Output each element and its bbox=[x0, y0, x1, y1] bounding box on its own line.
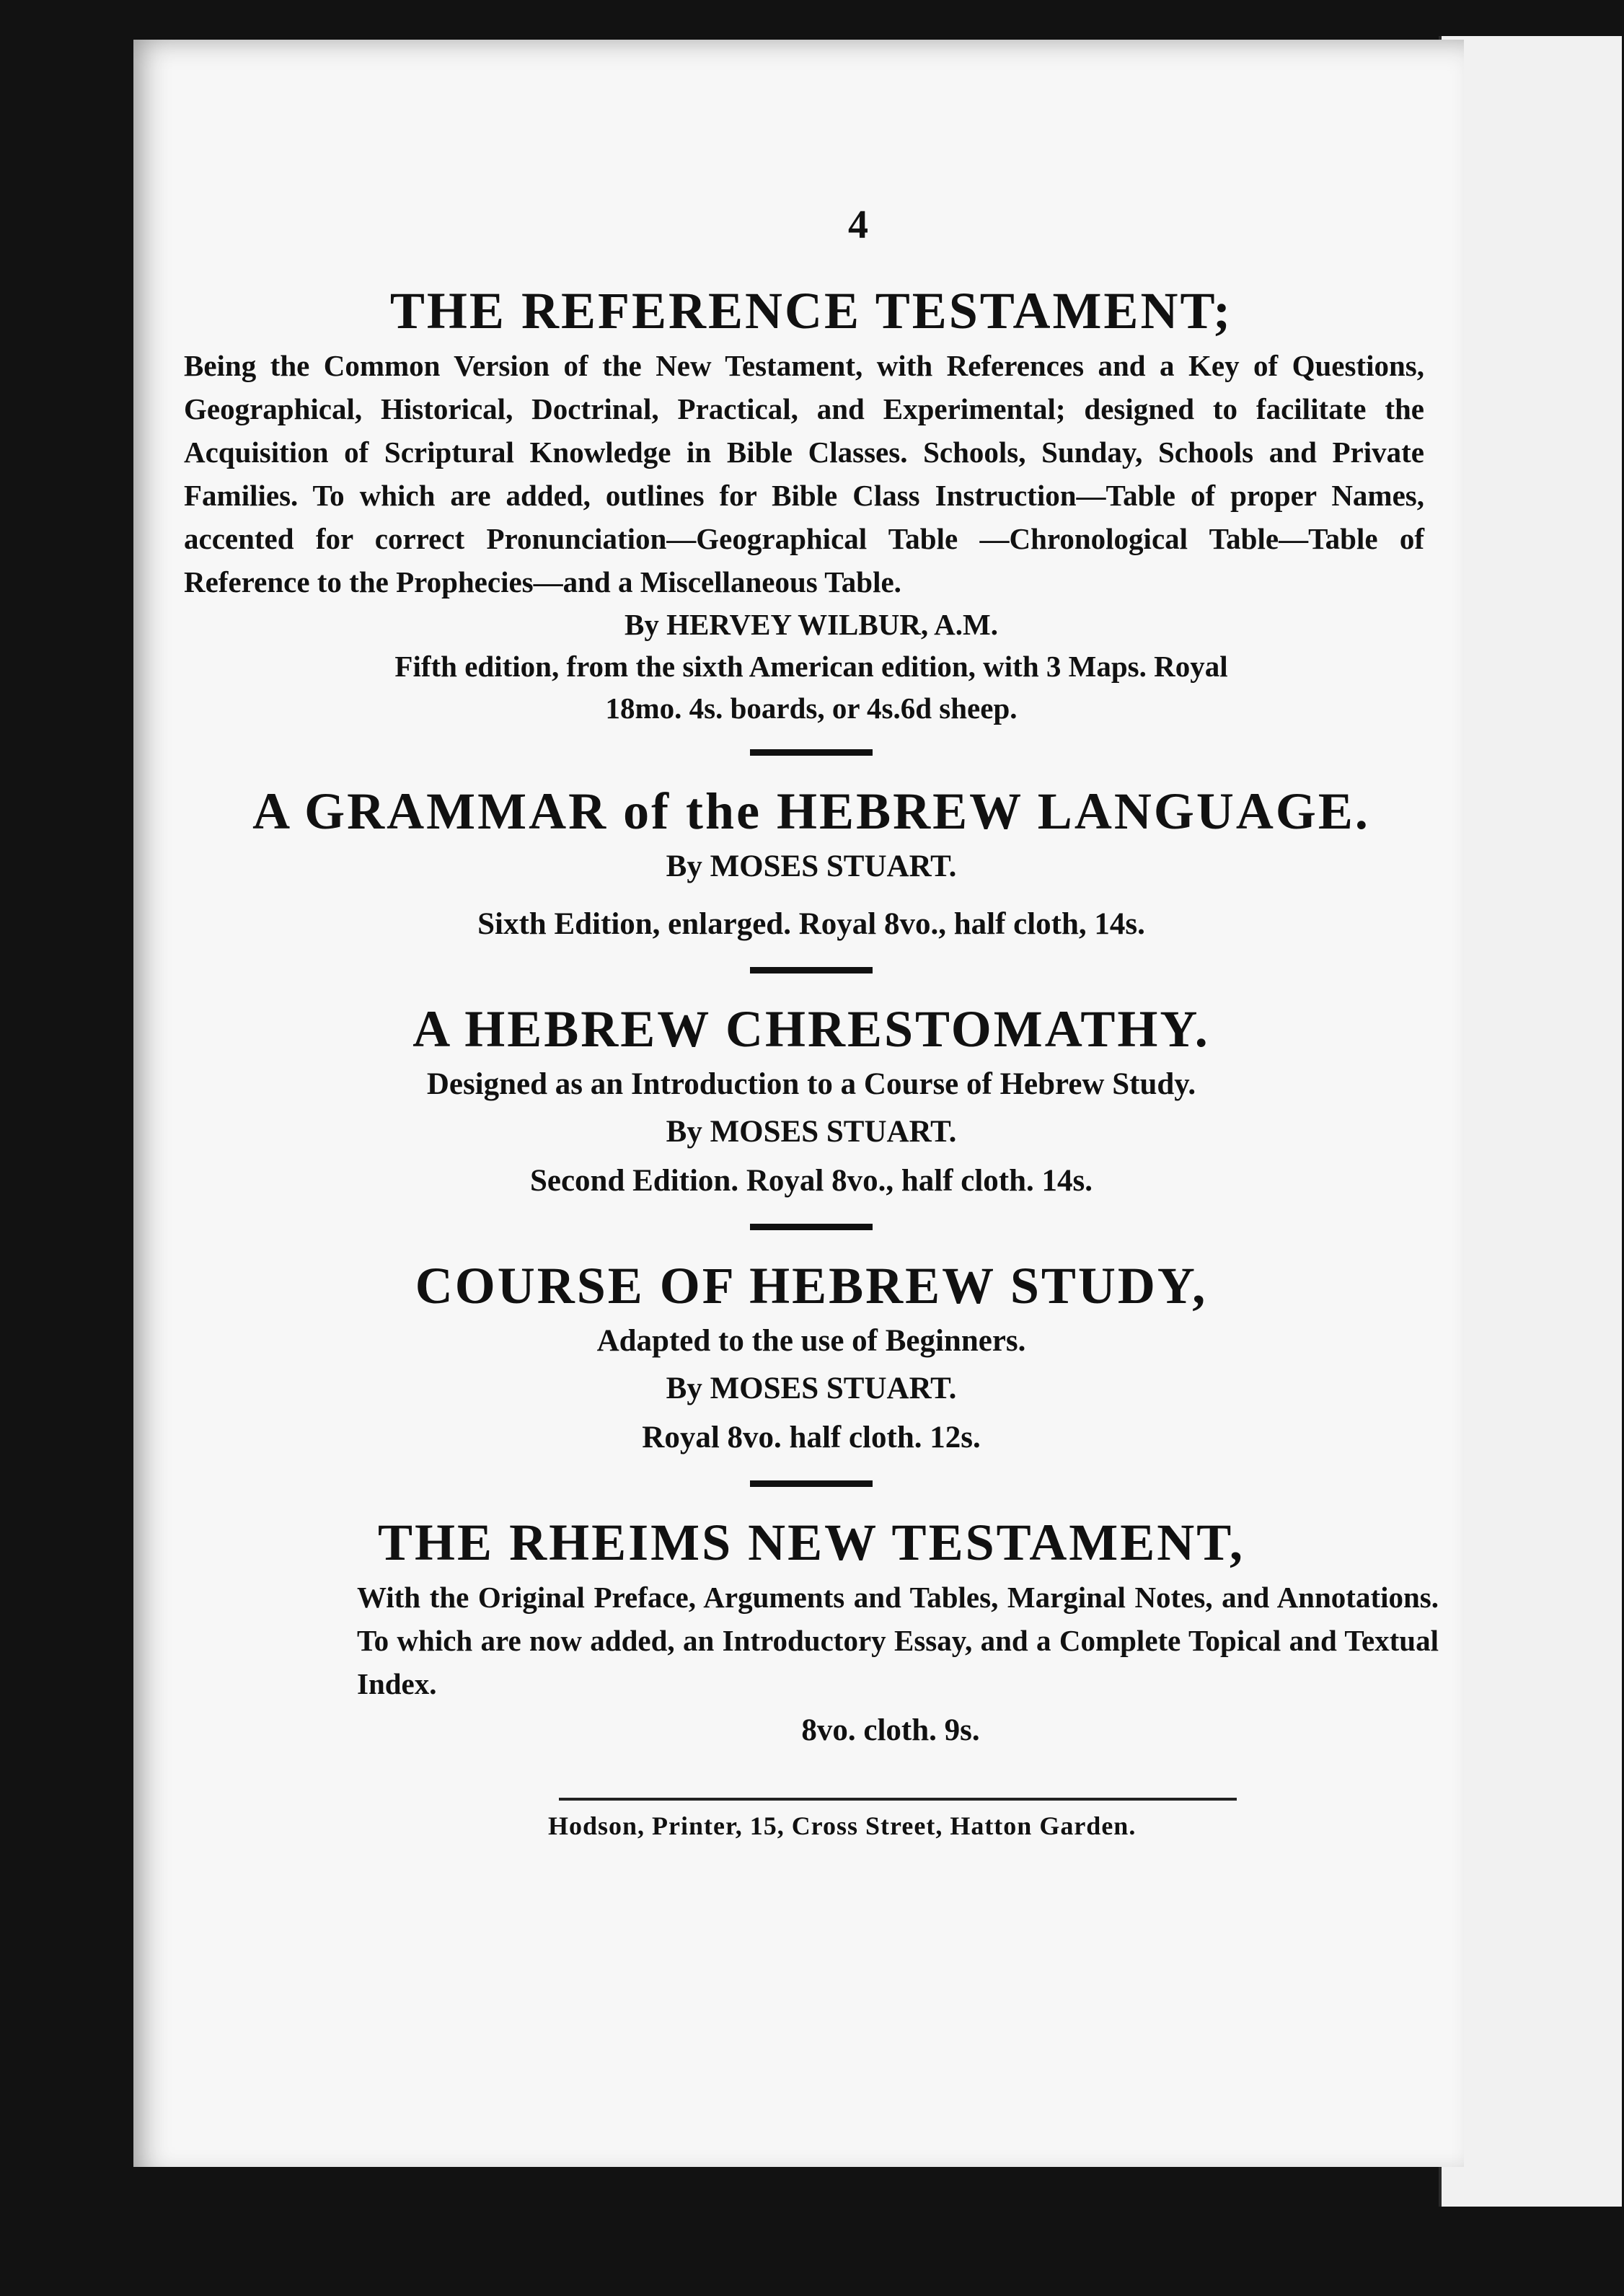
ad-author: By MOSES STUART. bbox=[666, 1115, 957, 1149]
ad-rheims-testament bbox=[184, 1513, 1439, 1753]
printer-imprint: Hodson, Printer, 15, Cross Street, Hatton Garden. bbox=[548, 1811, 1137, 1840]
ad-subtitle: Adapted to the use of Beginners. bbox=[596, 1324, 1026, 1358]
ad-description: With the Original Preface, Arguments and Tables, Marginal Notes, and Annotations. To which are now added, an Introductory Essay, and a Complete Topical and Textual Index. bbox=[357, 1581, 1439, 1700]
ad-price: Sixth Edition, enlarged. Royal 8vo., half cloth, 14s. bbox=[477, 907, 1145, 941]
ad-price-line: Fifth edition, from the sixth American edition, with 3 Maps. Royal bbox=[394, 650, 1228, 683]
page-number: 4 bbox=[848, 203, 868, 247]
ad-author: By HERVEY WILBUR, A.M. bbox=[625, 608, 998, 641]
ad-price: Second Edition. Royal 8vo., half cloth. 14s. bbox=[529, 1164, 1093, 1198]
ad-description: Being the Common Version of the New Testament, with References and a Key of Questions, Geographical, Historical, Doctrinal, Practical, and Experimental; designed to facilitate the Acquisition of Scriptural Knowledge in Bible Classes. Schools, Sunday, Schools and Private Families. To which are added, outlines for Bible Class Instruction—Table of proper Names, accented for correct Pronunciation—Geographical Table —Chronological Table—Table of Reference to the Prophecies—and a Miscellaneous Table. bbox=[184, 349, 1424, 599]
ad-author: By MOSES STUART. bbox=[666, 1372, 957, 1405]
ad-title: A GRAMMAR of the HEBREW LANGUAGE. bbox=[252, 782, 1370, 840]
advertisement-content bbox=[184, 202, 1439, 1841]
ad-price: Royal 8vo. half cloth. 12s. bbox=[642, 1421, 981, 1454]
ad-title: THE REFERENCE TESTAMENT; bbox=[389, 282, 1233, 340]
section-divider bbox=[750, 1480, 873, 1487]
ad-hebrew-grammar bbox=[184, 782, 1439, 947]
section-divider bbox=[750, 967, 873, 973]
imprint-rule bbox=[559, 1798, 1237, 1801]
facing-page-edge bbox=[1439, 36, 1622, 2207]
ad-price-line: 18mo. 4s. boards, or 4s.6d sheep. bbox=[605, 692, 1018, 725]
ad-title: THE RHEIMS NEW TESTAMENT, bbox=[378, 1514, 1245, 1571]
section-divider bbox=[750, 1224, 873, 1230]
ad-reference-testament bbox=[184, 281, 1439, 729]
ad-subtitle: Designed as an Introduction to a Course of Hebrew Study. bbox=[426, 1067, 1196, 1101]
ad-title: COURSE OF HEBREW STUDY, bbox=[415, 1257, 1208, 1315]
ad-price: 8vo. cloth. 9s. bbox=[801, 1713, 980, 1747]
ad-hebrew-chrestomathy bbox=[184, 999, 1439, 1204]
ad-title: A HEBREW CHRESTOMATHY. bbox=[412, 1000, 1210, 1058]
section-divider bbox=[750, 749, 873, 756]
ad-course-hebrew-study bbox=[184, 1256, 1439, 1460]
ad-author: By MOSES STUART. bbox=[666, 849, 957, 883]
